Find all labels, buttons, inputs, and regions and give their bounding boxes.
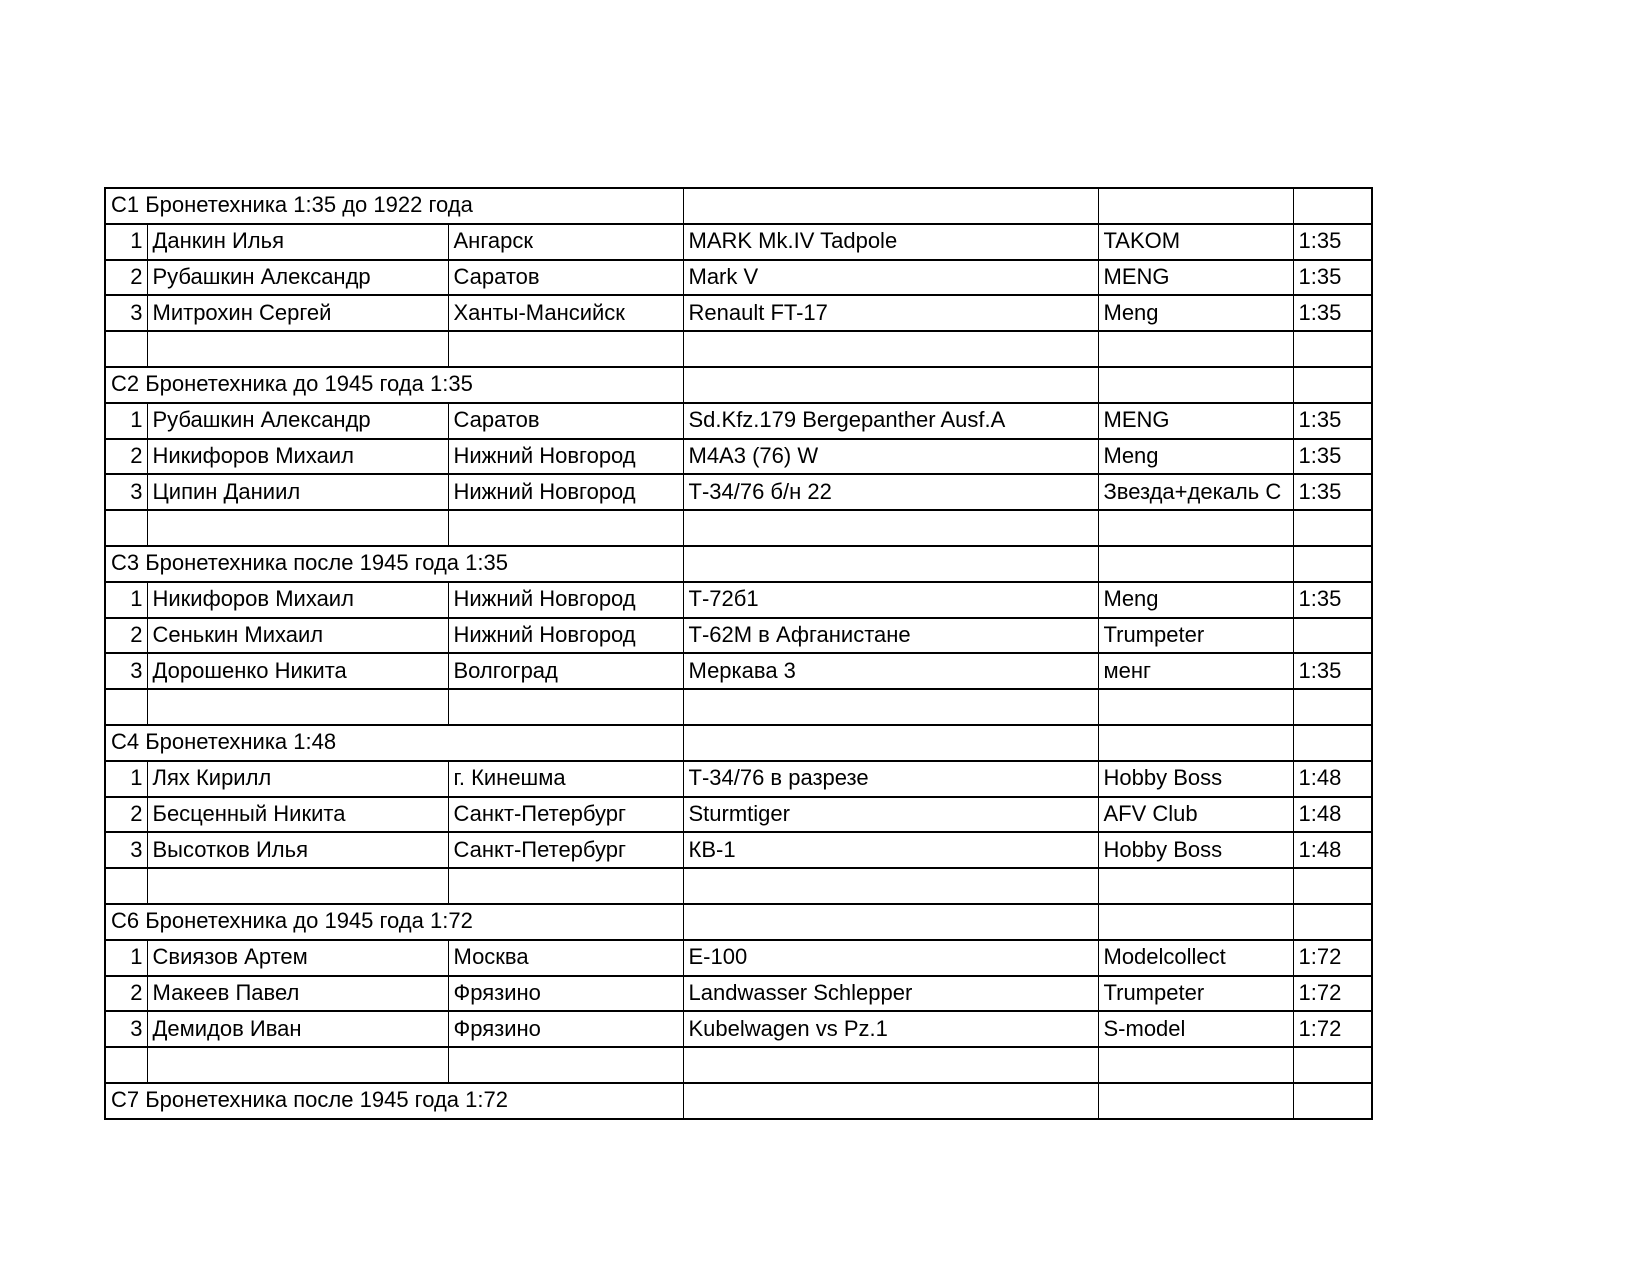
cell-city: Нижний Новгород	[448, 439, 683, 475]
cell-city: Москва	[448, 940, 683, 976]
section-title: С6 Бронетехника до 1945 года 1:72	[105, 904, 683, 940]
result-row	[105, 439, 1372, 475]
empty-cell	[1098, 367, 1293, 403]
section-header-row	[105, 1083, 1372, 1119]
result-row	[105, 295, 1372, 331]
cell-city: Нижний Новгород	[448, 582, 683, 618]
result-row	[105, 260, 1372, 296]
empty-cell	[147, 689, 448, 725]
cell-rank: 1	[105, 582, 147, 618]
spacer-row	[105, 868, 1372, 904]
empty-cell	[683, 1047, 1098, 1083]
empty-cell	[1098, 331, 1293, 367]
cell-scale: 1:35	[1293, 224, 1372, 260]
empty-cell	[147, 1047, 448, 1083]
cell-city: Фрязино	[448, 976, 683, 1012]
empty-cell	[105, 689, 147, 725]
cell-brand: Hobby Boss	[1098, 832, 1293, 868]
empty-cell	[105, 868, 147, 904]
cell-scale: 1:35	[1293, 403, 1372, 439]
cell-scale	[1293, 618, 1372, 654]
cell-model: E-100	[683, 940, 1098, 976]
empty-cell	[1098, 1047, 1293, 1083]
cell-city: Саратов	[448, 403, 683, 439]
cell-name: Сенькин Михаил	[147, 618, 448, 654]
cell-rank: 1	[105, 940, 147, 976]
cell-brand: Modelcollect	[1098, 940, 1293, 976]
result-row	[105, 474, 1372, 510]
section-title: С7 Бронетехника после 1945 года 1:72	[105, 1083, 683, 1119]
cell-name: Высотков Илья	[147, 832, 448, 868]
empty-cell	[448, 510, 683, 546]
result-row	[105, 976, 1372, 1012]
cell-scale: 1:48	[1293, 832, 1372, 868]
cell-brand: Meng	[1098, 295, 1293, 331]
result-row	[105, 618, 1372, 654]
result-row	[105, 797, 1372, 833]
result-row	[105, 224, 1372, 260]
cell-rank: 1	[105, 224, 147, 260]
empty-cell	[147, 331, 448, 367]
result-row	[105, 1011, 1372, 1047]
cell-model: Sd.Kfz.179 Bergepanther Ausf.A	[683, 403, 1098, 439]
cell-city: г. Кинешма	[448, 761, 683, 797]
empty-cell	[1098, 904, 1293, 940]
cell-name: Ципин Даниил	[147, 474, 448, 510]
cell-model: M4A3 (76) W	[683, 439, 1098, 475]
cell-city: Ангарск	[448, 224, 683, 260]
empty-cell	[683, 725, 1098, 761]
empty-cell	[683, 689, 1098, 725]
cell-model: КВ-1	[683, 832, 1098, 868]
cell-rank: 1	[105, 403, 147, 439]
cell-brand: Trumpeter	[1098, 976, 1293, 1012]
empty-cell	[105, 1047, 147, 1083]
section-header-row	[105, 725, 1372, 761]
cell-model: Renault FT-17	[683, 295, 1098, 331]
empty-cell	[1293, 868, 1372, 904]
result-row	[105, 582, 1372, 618]
result-row	[105, 653, 1372, 689]
cell-scale: 1:35	[1293, 582, 1372, 618]
cell-rank: 3	[105, 1011, 147, 1047]
cell-rank: 2	[105, 797, 147, 833]
section-title: С1 Бронетехника 1:35 до 1922 года	[105, 188, 683, 224]
cell-scale: 1:48	[1293, 761, 1372, 797]
cell-rank: 3	[105, 295, 147, 331]
cell-name: Рубашкин Александр	[147, 260, 448, 296]
empty-cell	[1098, 510, 1293, 546]
cell-brand: MENG	[1098, 260, 1293, 296]
empty-cell	[448, 331, 683, 367]
empty-cell	[1293, 1083, 1372, 1119]
empty-cell	[147, 510, 448, 546]
spacer-row	[105, 1047, 1372, 1083]
cell-city: Саратов	[448, 260, 683, 296]
result-row	[105, 403, 1372, 439]
cell-scale: 1:35	[1293, 653, 1372, 689]
empty-cell	[683, 367, 1098, 403]
empty-cell	[1293, 510, 1372, 546]
cell-rank: 2	[105, 439, 147, 475]
cell-rank: 2	[105, 976, 147, 1012]
empty-cell	[1098, 725, 1293, 761]
empty-cell	[683, 868, 1098, 904]
spacer-row	[105, 689, 1372, 725]
empty-cell	[1293, 1047, 1372, 1083]
cell-name: Свиязов Артем	[147, 940, 448, 976]
empty-cell	[683, 510, 1098, 546]
empty-cell	[448, 1047, 683, 1083]
cell-brand: S-model	[1098, 1011, 1293, 1047]
empty-cell	[105, 331, 147, 367]
cell-scale: 1:72	[1293, 940, 1372, 976]
cell-name: Дорошенко Никита	[147, 653, 448, 689]
cell-scale: 1:35	[1293, 474, 1372, 510]
cell-scale: 1:72	[1293, 1011, 1372, 1047]
cell-brand: AFV Club	[1098, 797, 1293, 833]
cell-rank: 2	[105, 618, 147, 654]
cell-scale: 1:35	[1293, 439, 1372, 475]
cell-model: Sturmtiger	[683, 797, 1098, 833]
cell-name: Лях Кирилл	[147, 761, 448, 797]
cell-model: Landwasser Schlepper	[683, 976, 1098, 1012]
empty-cell	[683, 188, 1098, 224]
cell-brand: TAKOM	[1098, 224, 1293, 260]
cell-brand: Звезда+декаль С	[1098, 474, 1293, 510]
empty-cell	[448, 689, 683, 725]
cell-rank: 1	[105, 761, 147, 797]
cell-city: Ханты-Мансийск	[448, 295, 683, 331]
empty-cell	[1098, 689, 1293, 725]
cell-scale: 1:72	[1293, 976, 1372, 1012]
empty-cell	[1293, 331, 1372, 367]
cell-name: Макеев Павел	[147, 976, 448, 1012]
empty-cell	[683, 1083, 1098, 1119]
cell-brand: Meng	[1098, 582, 1293, 618]
empty-cell	[683, 546, 1098, 582]
result-row	[105, 832, 1372, 868]
cell-rank: 3	[105, 832, 147, 868]
empty-cell	[1293, 725, 1372, 761]
results-table-body	[105, 188, 1372, 1119]
cell-scale: 1:35	[1293, 260, 1372, 296]
cell-scale: 1:35	[1293, 295, 1372, 331]
result-row	[105, 940, 1372, 976]
section-header-row	[105, 367, 1372, 403]
empty-cell	[1098, 868, 1293, 904]
cell-brand: менг	[1098, 653, 1293, 689]
cell-model: MARK Mk.IV Tadpole	[683, 224, 1098, 260]
empty-cell	[1098, 1083, 1293, 1119]
section-header-row	[105, 188, 1372, 224]
cell-model: Т-34/76 в разрезе	[683, 761, 1098, 797]
empty-cell	[105, 510, 147, 546]
cell-city: Фрязино	[448, 1011, 683, 1047]
empty-cell	[448, 868, 683, 904]
cell-model: Mark V	[683, 260, 1098, 296]
cell-brand: Hobby Boss	[1098, 761, 1293, 797]
cell-name: Демидов Иван	[147, 1011, 448, 1047]
cell-model: Т-72б1	[683, 582, 1098, 618]
empty-cell	[1293, 367, 1372, 403]
empty-cell	[1293, 546, 1372, 582]
results-sheet	[104, 187, 1373, 1120]
section-title: С4 Бронетехника 1:48	[105, 725, 683, 761]
cell-model: Меркава 3	[683, 653, 1098, 689]
cell-name: Никифоров Михаил	[147, 582, 448, 618]
spacer-row	[105, 331, 1372, 367]
cell-scale: 1:48	[1293, 797, 1372, 833]
cell-brand: MENG	[1098, 403, 1293, 439]
empty-cell	[1293, 904, 1372, 940]
cell-city: Санкт-Петербург	[448, 797, 683, 833]
cell-rank: 3	[105, 653, 147, 689]
empty-cell	[1098, 188, 1293, 224]
cell-city: Нижний Новгород	[448, 618, 683, 654]
section-title: С3 Бронетехника после 1945 года 1:35	[105, 546, 683, 582]
cell-rank: 3	[105, 474, 147, 510]
empty-cell	[1098, 546, 1293, 582]
section-title: С2 Бронетехника до 1945 года 1:35	[105, 367, 683, 403]
cell-city: Нижний Новгород	[448, 474, 683, 510]
cell-name: Бесценный Никита	[147, 797, 448, 833]
cell-name: Никифоров Михаил	[147, 439, 448, 475]
cell-city: Волгоград	[448, 653, 683, 689]
empty-cell	[1293, 689, 1372, 725]
empty-cell	[1293, 188, 1372, 224]
cell-brand: Trumpeter	[1098, 618, 1293, 654]
result-row	[105, 761, 1372, 797]
section-header-row	[105, 904, 1372, 940]
spacer-row	[105, 510, 1372, 546]
cell-brand: Meng	[1098, 439, 1293, 475]
cell-model: Т-62М в Афганистане	[683, 618, 1098, 654]
cell-name: Митрохин Сергей	[147, 295, 448, 331]
cell-rank: 2	[105, 260, 147, 296]
cell-model: Kubelwagen vs Pz.1	[683, 1011, 1098, 1047]
cell-model: Т-34/76 б/н 22	[683, 474, 1098, 510]
empty-cell	[683, 904, 1098, 940]
cell-name: Данкин Илья	[147, 224, 448, 260]
empty-cell	[683, 331, 1098, 367]
cell-city: Санкт-Петербург	[448, 832, 683, 868]
cell-name: Рубашкин Александр	[147, 403, 448, 439]
section-header-row	[105, 546, 1372, 582]
results-table	[104, 187, 1373, 1120]
empty-cell	[147, 868, 448, 904]
